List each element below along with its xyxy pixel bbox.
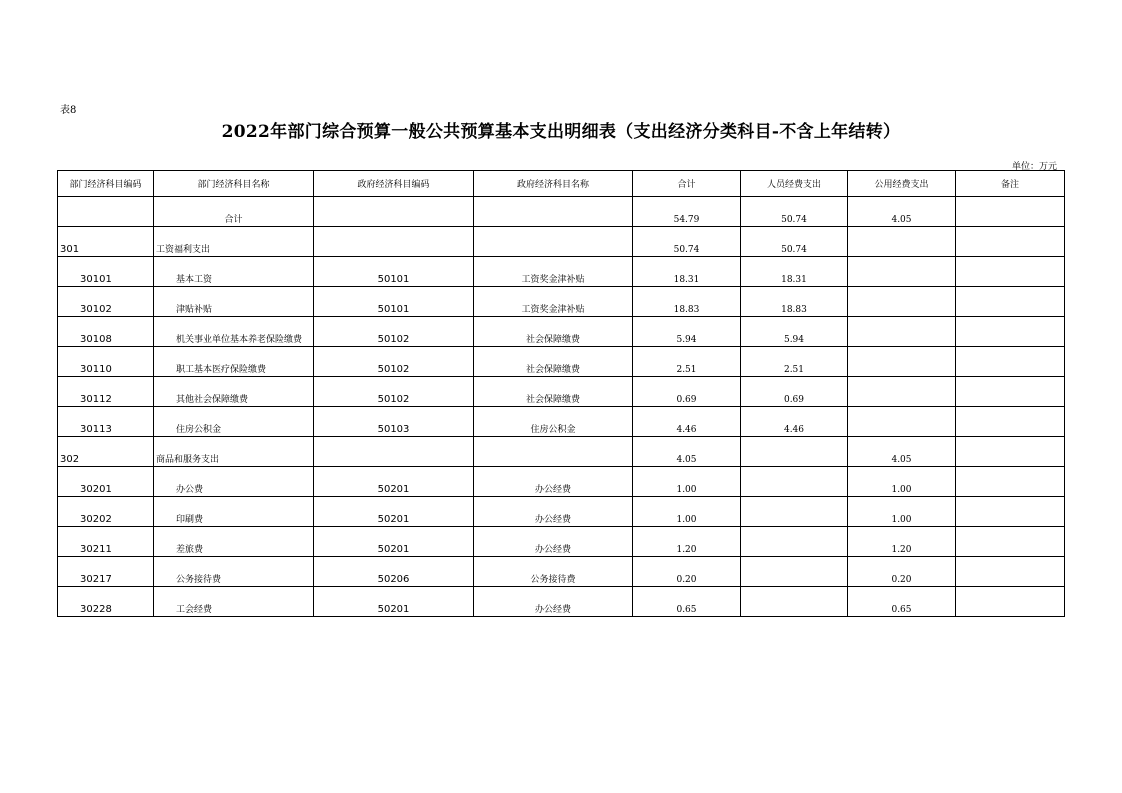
gov-name-cell-text: 社会保障缴费 [525, 335, 580, 345]
gov-name-cell [474, 587, 633, 617]
note-cell [956, 527, 1065, 557]
total-cell [633, 317, 741, 347]
total-cell-text: 1.20 [676, 545, 697, 555]
economic-name-cell-text: 差旅费 [176, 545, 204, 555]
economic-code-cell [58, 407, 154, 437]
gov-code-cell-text: 50102 [377, 334, 410, 345]
economic-name-cell-text: 机关事业单位基本养老保险缴费 [176, 335, 303, 345]
gov-name-cell-text: 社会保障缴费 [525, 395, 580, 405]
gov-code-cell [314, 287, 474, 317]
total-cell-text: 4.05 [676, 455, 697, 465]
total-cell-text: 5.94 [676, 335, 697, 345]
table-row [58, 197, 1065, 227]
public-cell [848, 377, 956, 407]
gov-name-cell [474, 557, 633, 587]
total-cell [633, 377, 741, 407]
gov-code-cell [314, 497, 474, 527]
economic-name-cell [154, 497, 314, 527]
table-row [58, 527, 1065, 557]
gov-name-cell [474, 437, 633, 467]
economic-name-cell [154, 317, 314, 347]
economic-code-cell-text: 30201 [80, 484, 112, 495]
public-cell [848, 287, 956, 317]
public-cell [848, 317, 956, 347]
table-row [58, 227, 1065, 257]
gov-name-cell [474, 527, 633, 557]
personnel-cell [741, 377, 848, 407]
gov-name-cell [474, 197, 633, 227]
gov-code-cell [314, 347, 474, 377]
gov-code-cell [314, 467, 474, 497]
note-cell [956, 437, 1065, 467]
economic-name-cell-text: 职工基本医疗保险缴费 [176, 365, 267, 375]
economic-name-cell [154, 587, 314, 617]
economic-code-cell [58, 467, 154, 497]
personnel-cell-text: 18.31 [781, 275, 807, 285]
public-cell [848, 197, 956, 227]
gov-code-cell-text: 50102 [377, 394, 410, 405]
total-cell [633, 287, 741, 317]
header-cell: 政府经济科目编码 [314, 171, 474, 197]
personnel-cell [741, 527, 848, 557]
total-cell [633, 437, 741, 467]
economic-code-cell [58, 377, 154, 407]
economic-name-cell [154, 377, 314, 407]
personnel-cell [741, 437, 848, 467]
page-title: 2022年部门综合预算一般公共预算基本支出明细表（支出经济分类科目-不含上年结转） [221, 122, 901, 142]
economic-code-cell-text: 30110 [80, 364, 112, 375]
economic-code-cell-text: 30112 [80, 394, 112, 405]
table-row [58, 467, 1065, 497]
economic-name-cell [154, 227, 314, 257]
table-row [58, 287, 1065, 317]
total-cell-text: 0.65 [676, 605, 697, 615]
header-cell: 部门经济科目编码 [58, 171, 154, 197]
gov-code-cell-text: 50102 [377, 364, 410, 375]
table-row [58, 557, 1065, 587]
economic-name-cell-text: 基本工资 [176, 275, 213, 285]
economic-code-cell-text: 30101 [80, 274, 112, 285]
public-cell-text: 1.00 [891, 485, 912, 495]
table-row [58, 407, 1065, 437]
total-cell [633, 527, 741, 557]
public-cell [848, 347, 956, 377]
personnel-cell [741, 317, 848, 347]
gov-code-cell [314, 227, 474, 257]
total-cell [633, 497, 741, 527]
total-cell-text: 18.31 [673, 275, 700, 285]
economic-name-cell [154, 347, 314, 377]
gov-code-cell [314, 587, 474, 617]
personnel-cell [741, 347, 848, 377]
table-row [58, 257, 1065, 287]
personnel-cell-text: 4.46 [783, 425, 805, 435]
economic-code-cell-text: 302 [60, 454, 80, 465]
header-cell: 人员经费支出 [741, 171, 848, 197]
gov-code-cell [314, 527, 474, 557]
public-cell-text: 0.65 [891, 605, 912, 615]
gov-name-cell-text: 办公经费 [534, 485, 571, 495]
economic-code-cell [58, 227, 154, 257]
header-cell: 部门经济科目名称 [154, 171, 314, 197]
total-cell [633, 197, 741, 227]
gov-name-cell [474, 497, 633, 527]
economic-code-cell-text: 30228 [80, 604, 112, 615]
gov-code-cell-text: 50101 [377, 274, 410, 285]
gov-code-cell-text: 50201 [377, 544, 410, 555]
economic-name-cell [154, 467, 314, 497]
economic-code-cell [58, 557, 154, 587]
total-cell [633, 557, 741, 587]
total-cell [633, 467, 741, 497]
table-row [58, 587, 1065, 617]
economic-name-cell [154, 257, 314, 287]
economic-name-cell-text: 合计 [224, 215, 243, 225]
total-cell-text: 50.74 [673, 245, 700, 255]
economic-code-cell-text: 30202 [80, 514, 112, 525]
economic-name-cell-text: 工会经费 [176, 605, 213, 615]
personnel-cell-text: 50.74 [781, 215, 807, 225]
gov-code-cell [314, 557, 474, 587]
total-cell [633, 407, 741, 437]
total-cell-text: 0.20 [676, 575, 697, 585]
gov-name-cell-text: 办公经费 [534, 515, 571, 525]
economic-name-cell-text: 商品和服务支出 [156, 455, 220, 465]
header-row [58, 171, 1065, 197]
total-cell-text: 4.46 [676, 425, 697, 435]
public-cell-text: 1.00 [891, 515, 912, 525]
gov-name-cell [474, 317, 633, 347]
note-cell-text [956, 615, 1064, 616]
gov-code-cell [314, 437, 474, 467]
gov-name-cell-text: 办公经费 [534, 545, 571, 555]
note-cell [956, 467, 1065, 497]
budget-table [57, 170, 1065, 617]
gov-name-cell-text: 工资奖金津补贴 [521, 275, 585, 285]
total-cell [633, 257, 741, 287]
public-cell [848, 407, 956, 437]
personnel-cell [741, 407, 848, 437]
personnel-cell-text: 0.69 [783, 395, 805, 405]
total-cell-text: 2.51 [676, 365, 697, 375]
gov-code-cell-text: 50201 [377, 484, 410, 495]
table-row [58, 377, 1065, 407]
table-row [58, 497, 1065, 527]
note-cell [956, 257, 1065, 287]
gov-code-cell-text: 50101 [377, 304, 410, 315]
table-row [58, 317, 1065, 347]
economic-name-cell-text: 工资福利支出 [156, 245, 211, 255]
economic-code-cell [58, 497, 154, 527]
economic-name-cell-text: 办公费 [176, 485, 204, 495]
note-cell [956, 407, 1065, 437]
public-cell [848, 467, 956, 497]
gov-name-cell-text: 住房公积金 [530, 425, 576, 435]
personnel-cell-text: 18.83 [781, 305, 807, 315]
total-cell [633, 347, 741, 377]
public-cell-text: 4.05 [891, 455, 912, 465]
personnel-cell [741, 257, 848, 287]
economic-name-cell-text: 公务接待费 [176, 575, 222, 585]
gov-code-cell-text: 50206 [377, 574, 410, 585]
public-cell-text: 4.05 [891, 215, 912, 225]
personnel-cell [741, 467, 848, 497]
gov-name-cell-text: 公务接待费 [530, 575, 576, 585]
header-cell: 政府经济科目名称 [474, 171, 633, 197]
gov-name-cell [474, 377, 633, 407]
gov-code-cell [314, 407, 474, 437]
public-cell [848, 587, 956, 617]
gov-name-cell-text: 办公经费 [534, 605, 571, 615]
gov-code-cell-text: 50201 [377, 604, 410, 615]
header-cell: 公用经费支出 [848, 171, 956, 197]
public-cell [848, 497, 956, 527]
public-cell [848, 527, 956, 557]
personnel-cell [741, 197, 848, 227]
gov-code-cell-text: 50201 [377, 514, 410, 525]
total-cell-text: 1.00 [676, 485, 697, 495]
total-cell-text: 1.00 [676, 515, 697, 525]
personnel-cell [741, 557, 848, 587]
personnel-cell-text: 2.51 [783, 365, 805, 375]
gov-name-cell [474, 227, 633, 257]
economic-name-cell [154, 437, 314, 467]
public-cell-text: 0.20 [891, 575, 912, 585]
economic-code-cell-text: 30108 [80, 334, 112, 345]
personnel-cell-text: 50.74 [781, 245, 807, 255]
economic-code-cell [58, 587, 154, 617]
total-cell-text: 54.79 [673, 215, 700, 225]
table-row [58, 347, 1065, 377]
gov-name-cell [474, 287, 633, 317]
economic-name-cell [154, 287, 314, 317]
economic-code-cell [58, 197, 154, 227]
economic-code-cell-text: 30102 [80, 304, 112, 315]
economic-code-cell [58, 287, 154, 317]
gov-code-cell [314, 197, 474, 227]
table-number: 表8 [60, 105, 77, 116]
public-cell [848, 557, 956, 587]
personnel-cell [741, 587, 848, 617]
economic-name-cell [154, 557, 314, 587]
gov-name-cell-text: 工资奖金津补贴 [521, 305, 585, 315]
total-cell-text: 18.83 [673, 305, 700, 315]
personnel-cell [741, 497, 848, 527]
public-cell [848, 227, 956, 257]
economic-code-cell [58, 437, 154, 467]
economic-name-cell-text: 津贴补贴 [176, 305, 213, 315]
economic-name-cell [154, 527, 314, 557]
total-cell [633, 227, 741, 257]
gov-name-cell-text: 社会保障缴费 [525, 365, 580, 375]
note-cell [956, 317, 1065, 347]
economic-code-cell-text: 30211 [80, 544, 112, 555]
table-row [58, 437, 1065, 467]
economic-name-cell [154, 407, 314, 437]
unit-label: 单位：万元 [1012, 162, 1058, 172]
economic-name-cell-text: 住房公积金 [176, 425, 222, 435]
total-cell-text: 0.69 [676, 395, 697, 405]
gov-name-cell [474, 467, 633, 497]
economic-code-cell-text: 30113 [80, 424, 112, 435]
total-cell [633, 587, 741, 617]
personnel-cell [741, 227, 848, 257]
gov-name-cell [474, 257, 633, 287]
economic-code-cell [58, 257, 154, 287]
note-cell [956, 587, 1065, 617]
economic-name-cell [154, 197, 314, 227]
economic-code-cell-text: 30217 [80, 574, 112, 585]
economic-name-cell-text: 印刷费 [176, 515, 204, 525]
note-cell [956, 287, 1065, 317]
header-cell: 备注 [956, 171, 1065, 197]
economic-code-cell [58, 317, 154, 347]
gov-name-cell [474, 407, 633, 437]
economic-code-cell [58, 527, 154, 557]
gov-name-cell [474, 347, 633, 377]
gov-code-cell [314, 317, 474, 347]
personnel-cell-text: 5.94 [783, 335, 805, 345]
note-cell [956, 557, 1065, 587]
note-cell [956, 497, 1065, 527]
public-cell-text: 1.20 [891, 545, 912, 555]
public-cell [848, 437, 956, 467]
economic-code-cell-text: 301 [60, 244, 80, 255]
note-cell [956, 197, 1065, 227]
note-cell [956, 347, 1065, 377]
gov-code-cell [314, 257, 474, 287]
personnel-cell [741, 287, 848, 317]
note-cell [956, 227, 1065, 257]
gov-code-cell-text: 50103 [377, 424, 410, 435]
header-cell: 合计 [633, 171, 741, 197]
public-cell [848, 257, 956, 287]
economic-code-cell [58, 347, 154, 377]
gov-code-cell [314, 377, 474, 407]
note-cell [956, 377, 1065, 407]
economic-name-cell-text: 其他社会保障缴费 [176, 395, 249, 405]
personnel-cell-text [741, 615, 847, 616]
